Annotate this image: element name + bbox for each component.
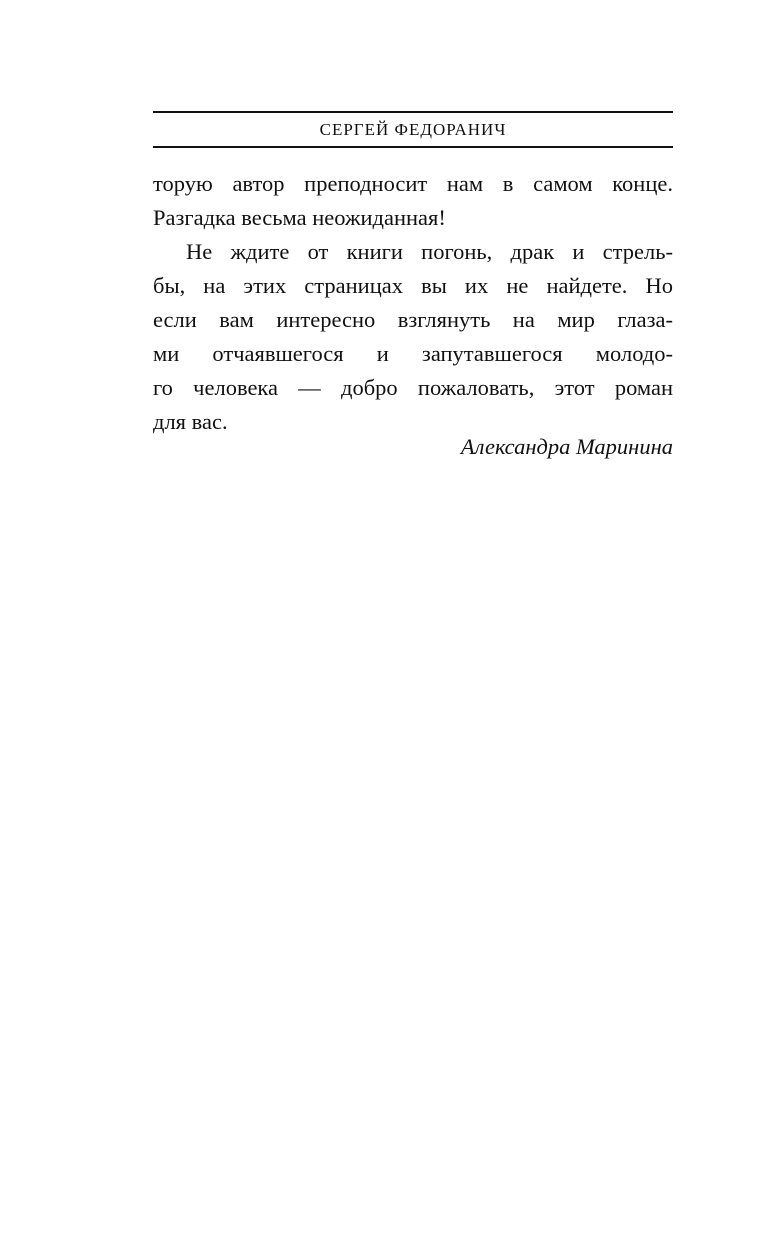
text-line: бы, на этих страницах вы их не найдете. Но bbox=[153, 273, 673, 298]
text-line: если вам интересно взглянуть на мир глаза- bbox=[153, 307, 673, 332]
author-signature: Александра Маринина bbox=[460, 434, 673, 459]
text-line: торую автор преподносит нам в самом конце. bbox=[153, 171, 673, 196]
text-line: го человека — добро пожаловать, этот роман bbox=[153, 375, 673, 400]
text-line: Не ждите от книги погонь, драк и стрель- bbox=[186, 239, 673, 264]
text-line: Разгадка весьма неожиданная! bbox=[153, 205, 446, 230]
running-title: СЕРГЕЙ ФЕДОРАНИЧ bbox=[319, 120, 507, 139]
body-text bbox=[153, 167, 673, 439]
text-line: ми отчаявшегося и запутавшегося молодо- bbox=[153, 341, 673, 366]
text-line: для вас. bbox=[153, 409, 228, 434]
running-header bbox=[153, 111, 673, 148]
